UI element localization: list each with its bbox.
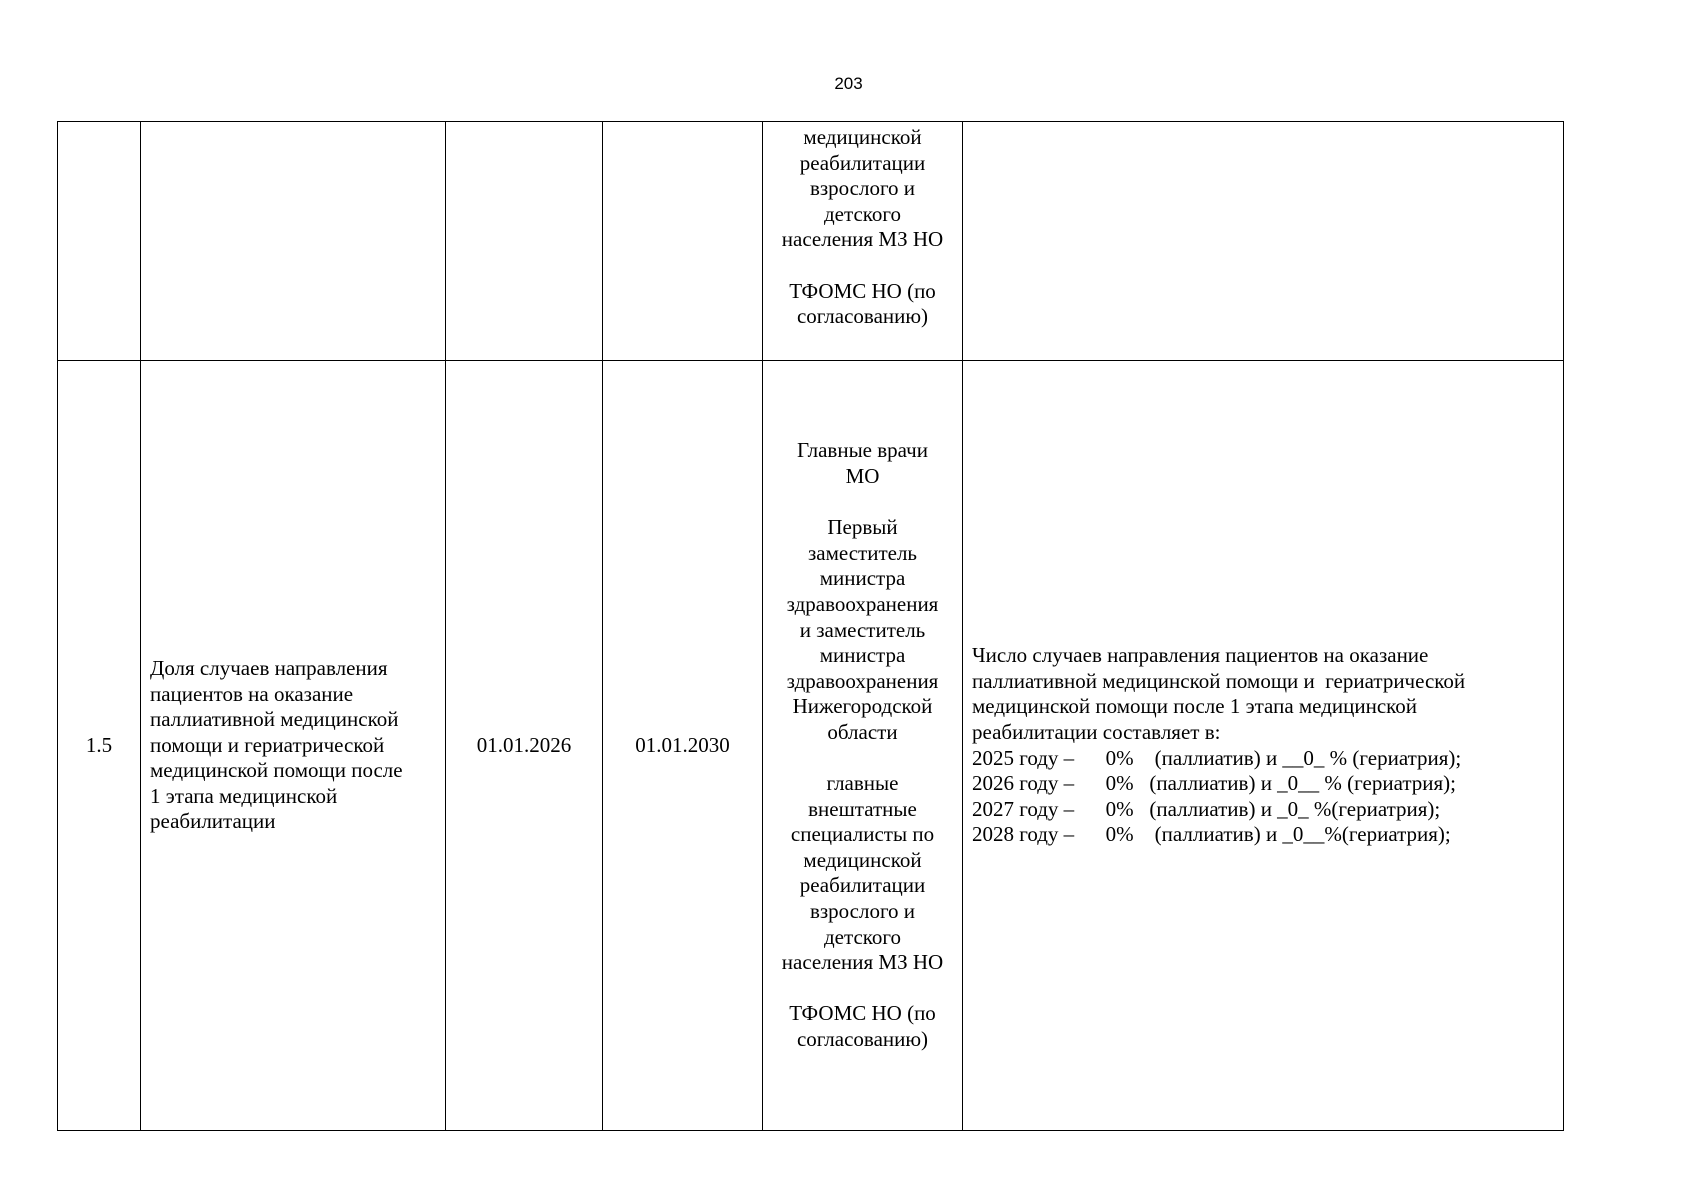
measures-table bbox=[57, 121, 1564, 1131]
text-line: реабилитации bbox=[799, 150, 926, 175]
cell-end-date-empty bbox=[603, 122, 763, 361]
cell-end-date: 01.01.2030 bbox=[603, 361, 763, 1131]
text-line: министра bbox=[819, 643, 906, 668]
text-line: населения МЗ НО bbox=[781, 950, 944, 975]
responsible-block bbox=[772, 279, 953, 330]
text-line: 2025 году – 0% (паллиатив) и __0_ % (гериатрия); bbox=[972, 745, 1462, 770]
responsible-block bbox=[772, 771, 953, 976]
text-line: детского bbox=[824, 201, 901, 226]
responsible-block bbox=[772, 438, 953, 489]
responsible-block bbox=[772, 1001, 953, 1052]
text-line: помощи и гериатрической bbox=[150, 732, 385, 757]
text-line: паллиативной медицинской помощи и гериатрической bbox=[972, 668, 1466, 693]
text-line: реабилитации bbox=[150, 809, 276, 834]
cell-responsible bbox=[763, 361, 963, 1131]
text-line: ТФОМС НО (по bbox=[789, 1001, 936, 1026]
text-line: Главные врачи bbox=[797, 438, 928, 463]
table-row-continuation bbox=[58, 122, 1564, 361]
responsible-block bbox=[772, 125, 953, 253]
text-line: Доля случаев направления bbox=[150, 655, 388, 680]
page-number: 203 bbox=[834, 74, 863, 93]
text-line: Число случаев направления пациентов на оказание bbox=[972, 643, 1429, 668]
text-line: здравоохранения bbox=[786, 668, 939, 693]
cell-result bbox=[963, 361, 1564, 1131]
text-line: согласованию) bbox=[796, 304, 929, 329]
text-line: 2027 году – 0% (паллиатив) и _0_ %(гериатрия); bbox=[972, 796, 1441, 821]
text-line: медицинской помощи после bbox=[150, 758, 403, 783]
text-line: Первый bbox=[827, 515, 898, 540]
text-line: детского bbox=[824, 924, 901, 949]
responsible-block bbox=[772, 515, 953, 745]
text-line: и заместитель bbox=[799, 617, 926, 642]
text-line: реабилитации составляет в: bbox=[972, 719, 1221, 744]
text-line: медицинской помощи после 1 этапа медицинской bbox=[972, 694, 1418, 719]
text-line: паллиативной медицинской bbox=[150, 707, 399, 732]
cell-number-empty bbox=[58, 122, 141, 361]
text-line: 1 этапа медицинской bbox=[150, 783, 338, 808]
text-line: пациентов на оказание bbox=[150, 681, 354, 706]
text-line: реабилитации bbox=[799, 873, 926, 898]
cell-start-date-empty bbox=[446, 122, 603, 361]
cell-result-empty bbox=[963, 122, 1564, 361]
text-line: населения МЗ НО bbox=[781, 227, 944, 252]
text-line: 2028 году – 0% (паллиатив) и _0__%(гериатрия); bbox=[972, 822, 1451, 847]
text-line: медицинской bbox=[803, 125, 922, 149]
cell-responsible-continuation bbox=[763, 122, 963, 361]
text-line: внештатные bbox=[808, 796, 917, 821]
text-line: здравоохранения bbox=[786, 591, 939, 616]
cell-indicator-empty bbox=[141, 122, 446, 361]
cell-start-date: 01.01.2026 bbox=[446, 361, 603, 1131]
text-line: взрослого и bbox=[809, 176, 916, 201]
text-line: медицинской bbox=[803, 847, 922, 872]
text-line: области bbox=[827, 719, 898, 744]
table-row-1-5 bbox=[58, 361, 1564, 1131]
text-line: взрослого и bbox=[809, 899, 916, 924]
text-line: согласованию) bbox=[796, 1027, 929, 1052]
cell-row-number: 1.5 bbox=[58, 361, 141, 1131]
text-line: заместитель bbox=[807, 540, 918, 565]
text-line: ТФОМС НО (по bbox=[789, 278, 936, 303]
text-line: специалисты по bbox=[790, 822, 935, 847]
text-line: главные bbox=[826, 771, 899, 796]
text-line: МО bbox=[845, 463, 880, 488]
text-line: Нижегородской bbox=[792, 694, 933, 719]
text-line: министра bbox=[819, 566, 906, 591]
cell-indicator bbox=[141, 361, 446, 1131]
text-line: 2026 году – 0% (паллиатив) и _0__ % (гериатрия); bbox=[972, 771, 1457, 796]
